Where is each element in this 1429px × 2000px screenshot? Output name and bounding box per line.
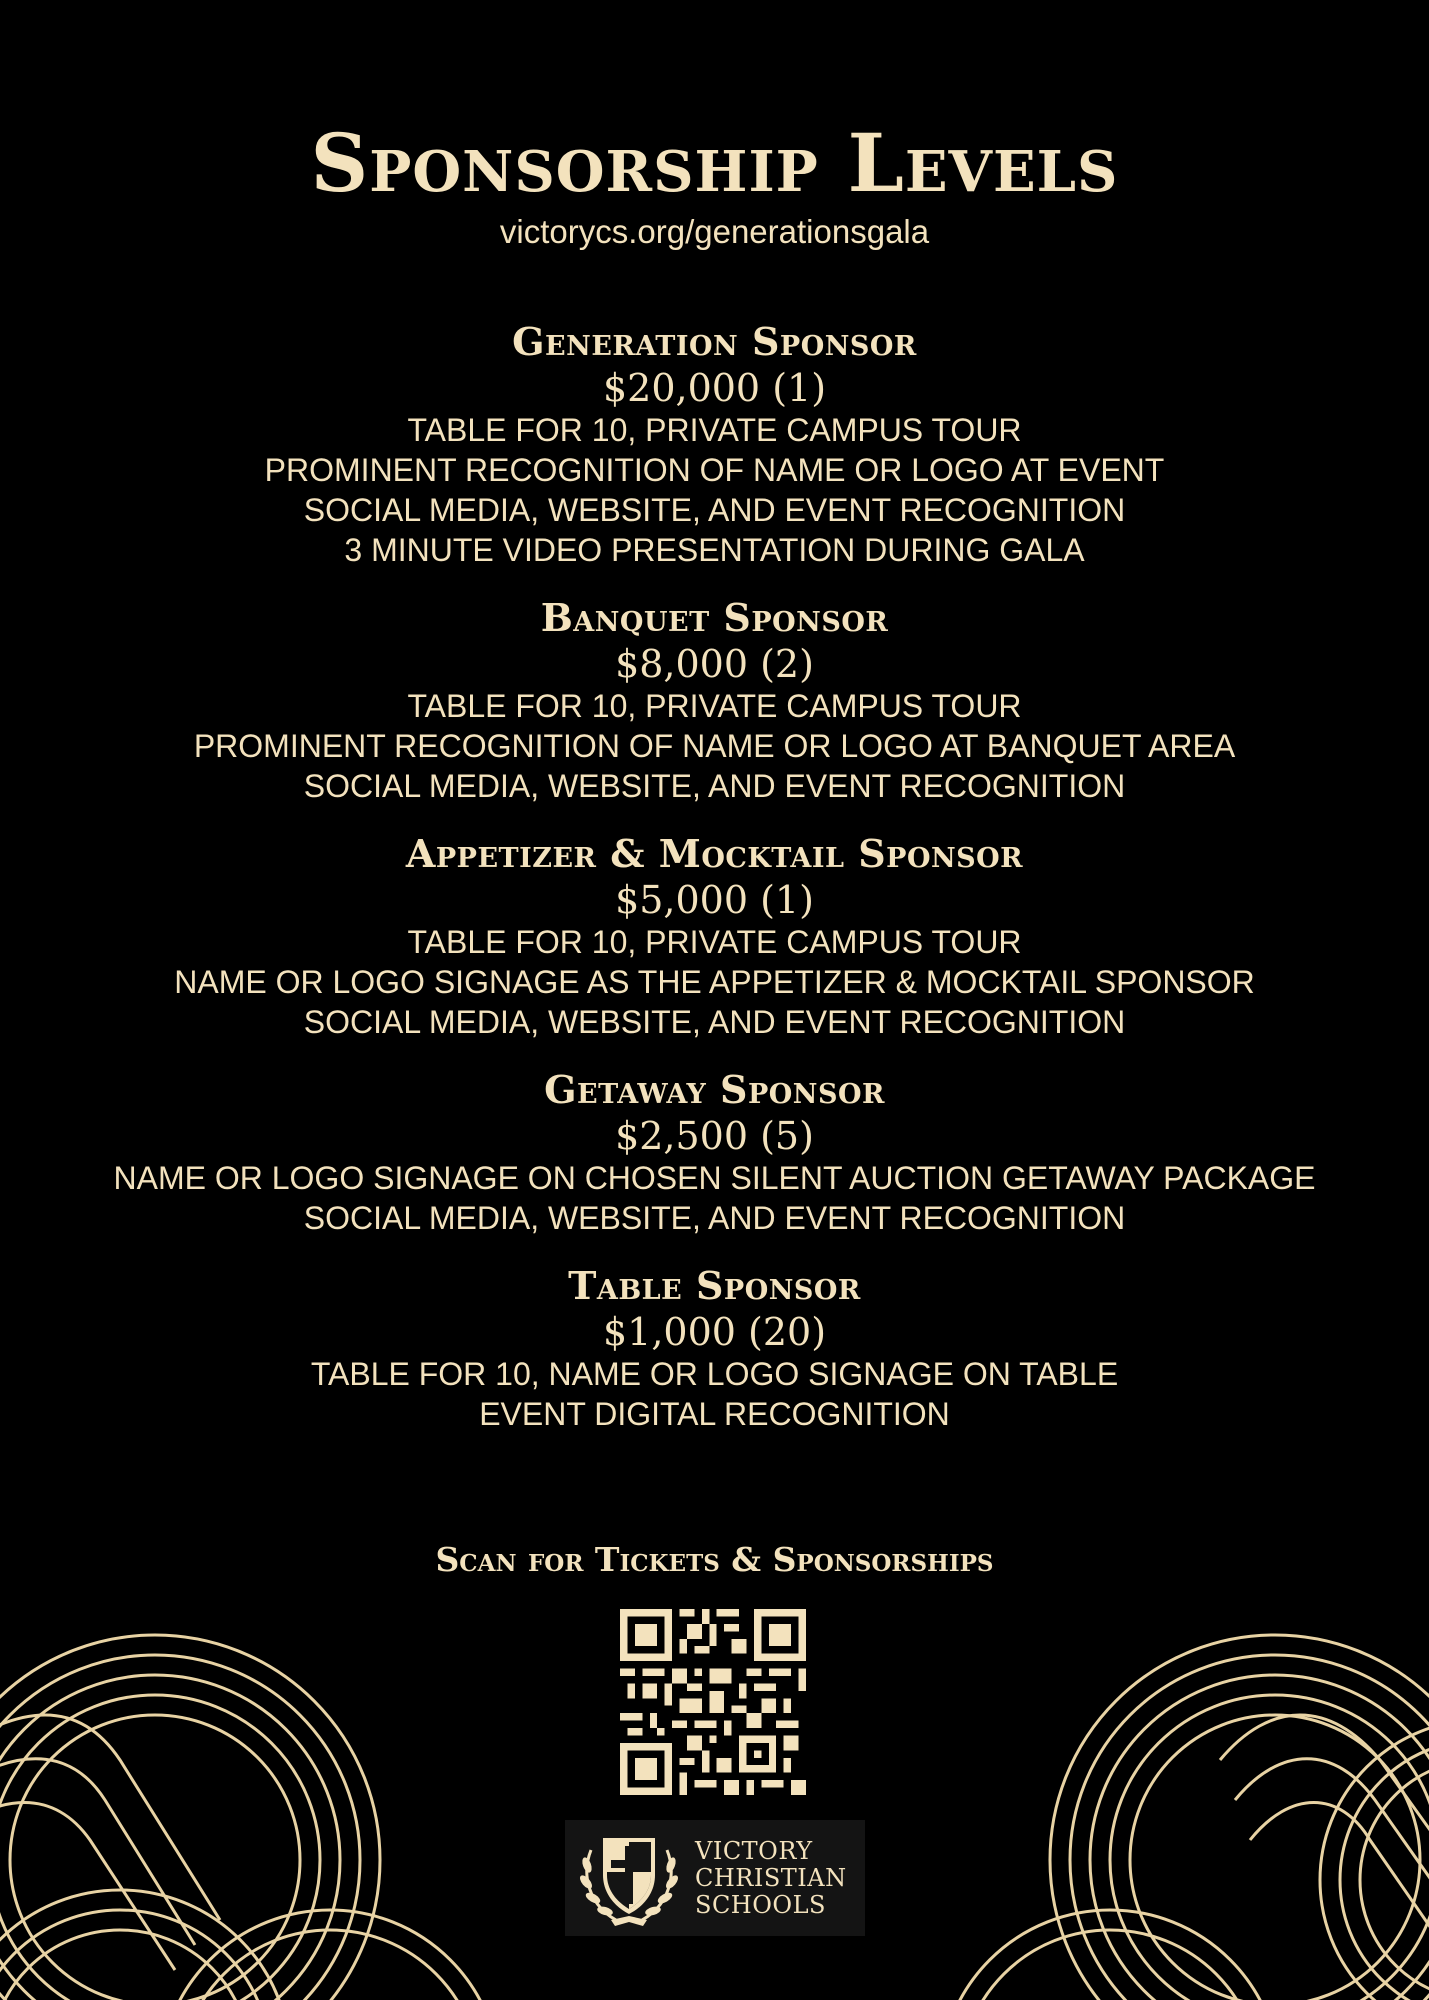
level-name: Banquet Sponsor — [540, 595, 889, 640]
level-appetizer-mocktail — [0, 830, 1429, 1042]
page-title: Sponsorship Levels — [310, 116, 1119, 210]
benefit-item: NAME OR LOGO SIGNAGE AS THE APPETIZER & MOCKTAIL SPONSOR — [174, 964, 1255, 1000]
benefit-item: PROMINENT RECOGNITION OF NAME OR LOGO AT BANQUET AREA — [193, 728, 1236, 764]
level-price: $1,000 (20) — [602, 1310, 827, 1354]
level-name: Table Sponsor — [568, 1263, 861, 1308]
benefit-item: TABLE FOR 10, PRIVATE CAMPUS TOUR — [407, 924, 1022, 960]
school-name — [695, 1838, 847, 1919]
scan-heading: Scan for Tickets & Sponsorships — [435, 1540, 994, 1579]
level-name: Getaway Sponsor — [544, 1067, 885, 1112]
benefit-item: SOCIAL MEDIA, WEBSITE, AND EVENT RECOGNITION — [303, 492, 1126, 528]
benefit-item: EVENT DIGITAL RECOGNITION — [479, 1396, 950, 1432]
school-name-line: VICTORY — [695, 1837, 813, 1865]
level-banquet — [0, 594, 1429, 806]
level-price: $8,000 (2) — [615, 642, 814, 686]
level-price: $20,000 (1) — [602, 366, 827, 410]
sponsorship-levels — [0, 318, 1429, 1458]
level-price: $2,500 (5) — [615, 1114, 814, 1158]
qr-code-icon[interactable] — [620, 1609, 806, 1795]
benefit-item: 3 MINUTE VIDEO PRESENTATION DURING GALA — [344, 532, 1085, 568]
benefit-item: SOCIAL MEDIA, WEBSITE, AND EVENT RECOGNITION — [303, 768, 1126, 804]
benefit-item: PROMINENT RECOGNITION OF NAME OR LOGO AT EVENT — [264, 452, 1165, 488]
level-table — [0, 1262, 1429, 1434]
school-name-line: SCHOOLS — [695, 1891, 826, 1919]
level-name: Appetizer & Mocktail Sponsor — [405, 831, 1024, 876]
level-getaway — [0, 1066, 1429, 1238]
benefit-item: SOCIAL MEDIA, WEBSITE, AND EVENT RECOGNITION — [303, 1004, 1126, 1040]
benefit-item: TABLE FOR 10, NAME OR LOGO SIGNAGE ON TABLE — [310, 1356, 1119, 1392]
benefit-item: SOCIAL MEDIA, WEBSITE, AND EVENT RECOGNITION — [303, 1200, 1126, 1236]
level-price: $5,000 (1) — [615, 878, 814, 922]
school-name-line: CHRISTIAN — [695, 1864, 847, 1892]
shield-cross-laurel-icon — [571, 1820, 687, 1936]
benefit-item: TABLE FOR 10, PRIVATE CAMPUS TOUR — [407, 688, 1022, 724]
level-generation — [0, 318, 1429, 570]
benefit-item: NAME OR LOGO SIGNAGE ON CHOSEN SILENT AUCTION GETAWAY PACKAGE — [113, 1160, 1316, 1196]
benefit-item: TABLE FOR 10, PRIVATE CAMPUS TOUR — [407, 412, 1022, 448]
school-logo — [565, 1820, 865, 1936]
level-name: Generation Sponsor — [512, 319, 917, 364]
website-url[interactable]: victorycs.org/generationsgala — [499, 213, 930, 250]
